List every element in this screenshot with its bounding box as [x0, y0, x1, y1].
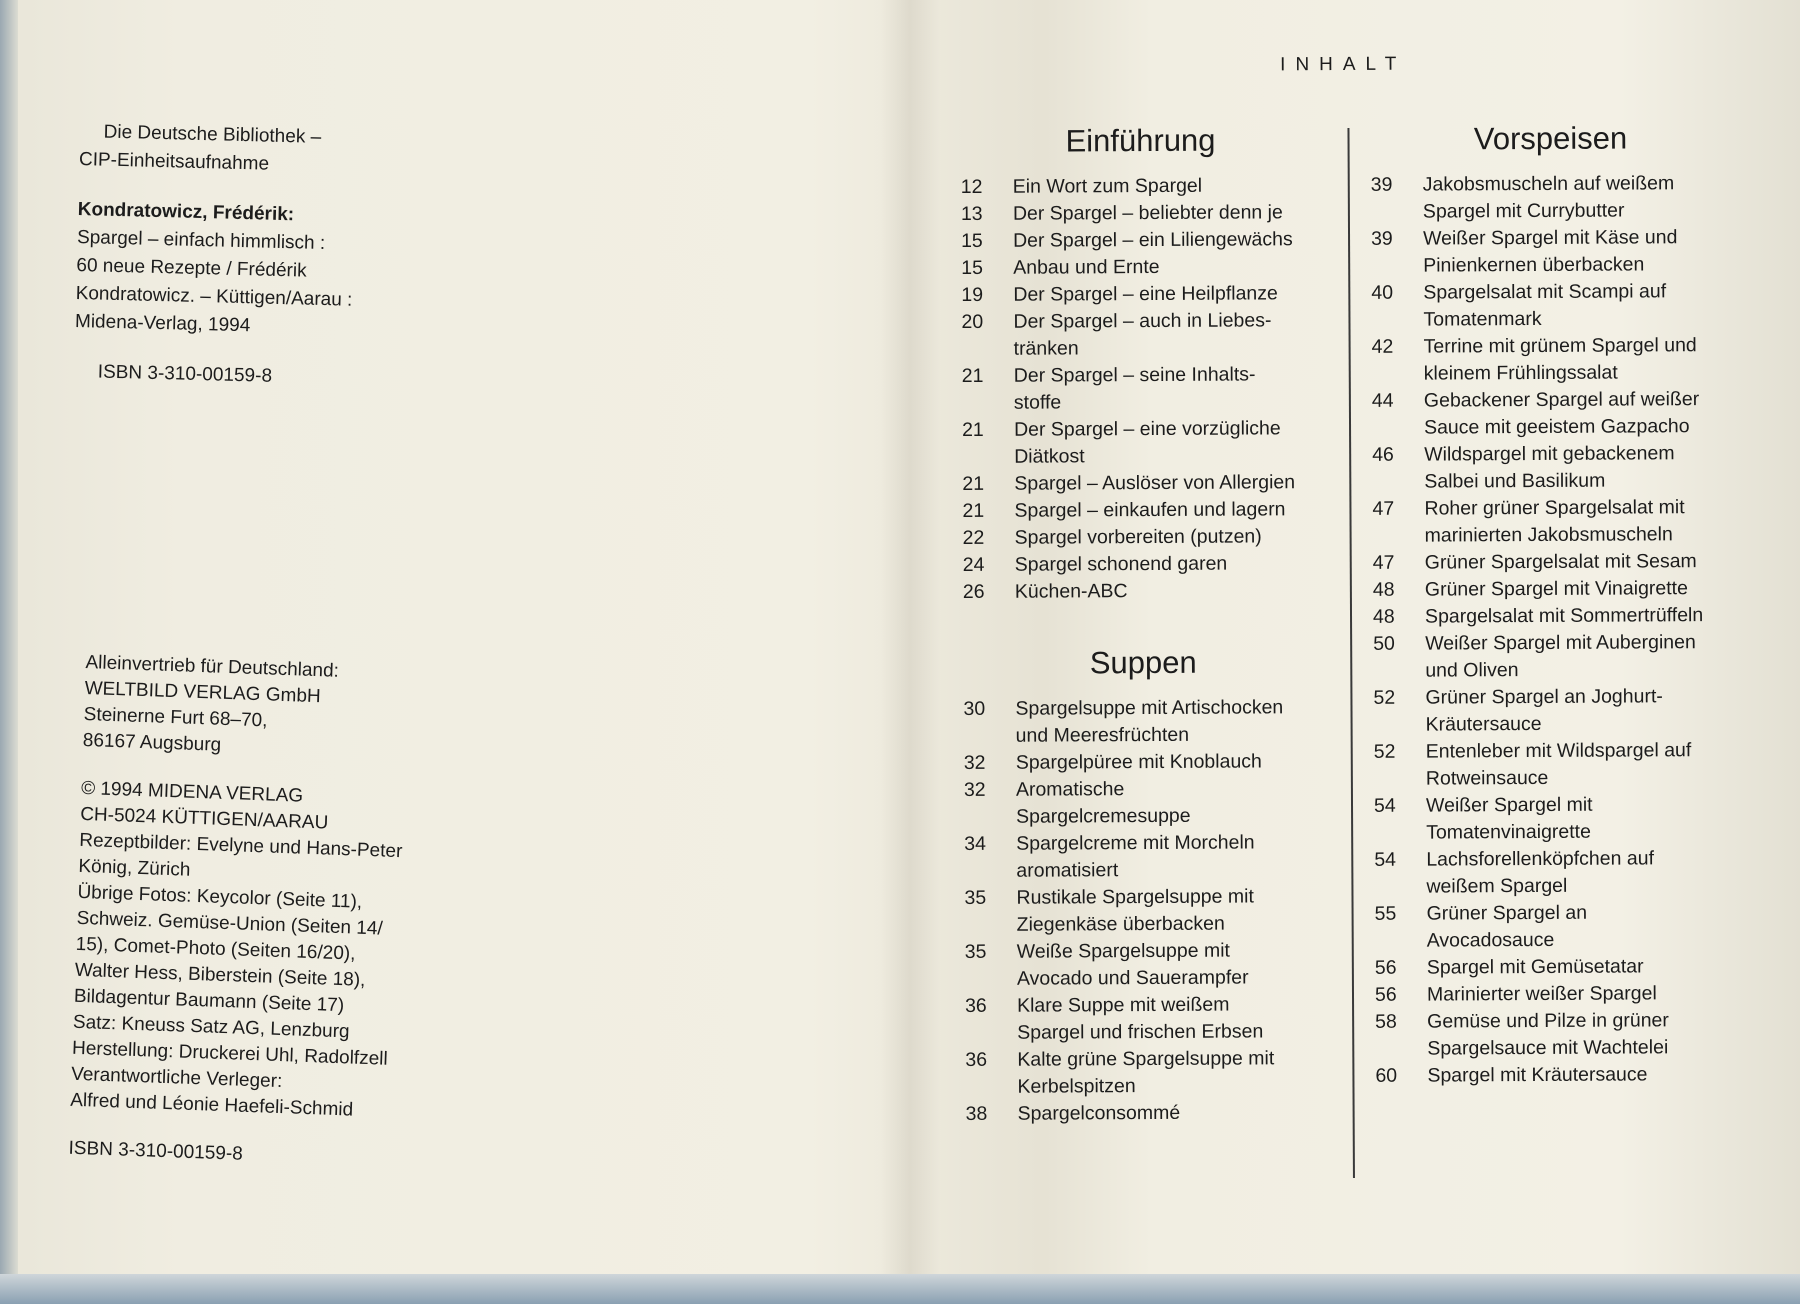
- entry-title: Weiße Spargelsuppe mit Avocado und Sauerampfer: [1016, 939, 1249, 990]
- toc-entry: [962, 496, 1322, 525]
- distribution-block: [82, 650, 505, 769]
- cip-block: [79, 118, 500, 184]
- cip-line: Die Deutsche Bibliothek –: [103, 121, 322, 148]
- imprint-block: [73, 118, 499, 396]
- table-of-contents: [960, 36, 1726, 1210]
- entry-title: Aromatische Spargelcremesuppe: [1015, 778, 1191, 828]
- entry-title: Spargel schonend garen: [1014, 552, 1228, 576]
- entry-title: Ein Wort zum Spargel: [1012, 174, 1203, 198]
- entry-title: Spargel mit Gemüsetatar: [1426, 955, 1644, 979]
- page-number: 39: [1370, 227, 1393, 250]
- page-number: 48: [1372, 605, 1395, 628]
- entry-title: Grüner Spargelsalat mit Sesam: [1424, 550, 1697, 574]
- background-surface: [0, 1274, 1800, 1304]
- entry-title: Der Spargel – auch in Liebes- tränken: [1013, 309, 1272, 360]
- entry-title: Lachsforellenköpfchen auf weißem Spargel: [1426, 847, 1655, 898]
- entry-title: Marinierter weißer Spargel: [1426, 982, 1657, 1006]
- entry-title: Spargel – Auslöser von Allergien: [1014, 471, 1296, 495]
- entry-title: Klare Suppe mit weißem Spargel und frischen Erbsen: [1016, 993, 1264, 1044]
- entry-title: Jakobsmuscheln auf weißem Spargel mit Currybutter: [1422, 172, 1675, 223]
- entry-title: Weißer Spargel mit Käse und Pinienkernen überbacken: [1422, 226, 1678, 277]
- entry-title: Roher grüner Spargelsalat mit marinierten Jakobsmuscheln: [1424, 496, 1685, 547]
- toc-entry: [1372, 440, 1732, 496]
- page-number: 39: [1370, 173, 1393, 196]
- page-number: 58: [1375, 1010, 1397, 1033]
- page-number: 47: [1372, 551, 1395, 574]
- entry-title: Anbau und Ernte: [1013, 255, 1160, 279]
- entry-title: Grüner Spargel mit Vinaigrette: [1424, 577, 1688, 601]
- contents-column-left: [960, 122, 1325, 1128]
- credit-line: © 1994 MIDENA VERLAG: [80, 777, 304, 807]
- page-number: 21: [962, 499, 985, 522]
- toc-entry: [962, 415, 1322, 471]
- page-number: 21: [961, 364, 984, 387]
- author-name: Kondratowicz, Frédérik:: [77, 198, 295, 226]
- toc-entry: [962, 469, 1322, 498]
- page-number: 13: [960, 202, 983, 225]
- entry-title: Spargel mit Kräutersauce: [1427, 1063, 1648, 1087]
- entry-title: Spargelsalat mit Scampi auf Tomatenmark: [1423, 280, 1667, 331]
- entry-title: Küchen-ABC: [1014, 580, 1128, 603]
- page-number: 50: [1373, 632, 1395, 655]
- credit-line: Übrige Fotos: Keycolor (Seite 11),: [77, 881, 363, 913]
- entry-title: Terrine mit grünem Spargel und kleinem Frühlingssalat: [1423, 334, 1697, 385]
- page-number: 38: [965, 1102, 988, 1125]
- credit-line: Rezeptbilder: Evelyne und Hans-Peter: [78, 829, 403, 863]
- page-number: 60: [1375, 1064, 1398, 1087]
- toc-entry: [965, 937, 1325, 993]
- entry-title: Spargelconsommé: [1017, 1101, 1181, 1125]
- entry-title: Weißer Spargel mit Auberginen und Oliven: [1425, 631, 1696, 682]
- toc-entry: [1375, 899, 1735, 955]
- page-number: 34: [964, 832, 986, 855]
- biblio-line: Midena-Verlag, 1994: [74, 310, 251, 337]
- distribution-line: 86167 Augsburg: [82, 729, 222, 756]
- biblio-line: Spargel – einfach himmlisch :: [76, 226, 326, 255]
- section-title: Suppen: [1089, 644, 1197, 681]
- page-number: 26: [962, 580, 985, 603]
- entry-title: Der Spargel – seine Inhalts- stoffe: [1013, 363, 1256, 414]
- entry-title: Kalte grüne Spargelsuppe mit Kerbelspitzen: [1017, 1047, 1275, 1098]
- toc-entry: [961, 199, 1321, 228]
- toc-entry: [1374, 737, 1734, 793]
- credit-line: Verantwortliche Verleger:: [70, 1063, 283, 1093]
- page-number: 35: [964, 886, 987, 909]
- page-number: 46: [1372, 443, 1394, 466]
- toc-entry: [1373, 602, 1733, 631]
- page-number: 19: [961, 283, 984, 306]
- entry-title: Der Spargel – eine Heilpflanze: [1013, 282, 1278, 306]
- distribution-line: Steinerne Furt 68–70,: [83, 703, 268, 732]
- publisher-block: [68, 650, 506, 1176]
- toc-entry: [1374, 791, 1734, 847]
- credit-line: Alfred und Léonie Haefeli-Schmid: [69, 1089, 354, 1121]
- page-number: 47: [1372, 497, 1395, 520]
- biblio-line: Kondratowicz. – Küttigen/Aarau :: [75, 282, 353, 311]
- page-number: 48: [1372, 578, 1395, 601]
- toc-entry: [1375, 1007, 1735, 1063]
- toc-entry: [962, 361, 1322, 417]
- page-number: 22: [962, 526, 985, 549]
- distribution-line: Alleinvertrieb für Deutschland:: [85, 651, 340, 682]
- toc-entry: [1373, 548, 1733, 577]
- entry-title: Spargel – einkaufen und lagern: [1014, 498, 1286, 522]
- toc-entry: [961, 253, 1321, 282]
- cip-line: CIP-Einheitsaufnahme: [78, 148, 270, 175]
- credit-line: Satz: Kneuss Satz AG, Lenzburg: [72, 1011, 350, 1043]
- toc-entry: [1371, 224, 1731, 280]
- page-number: 20: [961, 310, 984, 333]
- bibliographic-record: [75, 196, 498, 346]
- entry-title: Gemüse und Pilze in grüner Spargelsauce mit Wachtelei: [1427, 1009, 1669, 1060]
- contents-column-right: [1370, 120, 1735, 1090]
- biblio-line: 60 neue Rezepte / Frédérik: [76, 254, 307, 282]
- toc-entry: [963, 550, 1323, 579]
- toc-entry: [963, 694, 1323, 750]
- page-edge: [0, 0, 18, 1304]
- page-number: 36: [965, 1048, 988, 1071]
- toc-entry: [966, 1099, 1326, 1128]
- page-number: 44: [1371, 389, 1394, 412]
- entry-title: Spargelsuppe mit Artischocken und Meeresfrüchten: [1015, 696, 1284, 747]
- isbn-bottom: ISBN 3-310-00159-8: [68, 1137, 244, 1165]
- entry-title: Der Spargel – beliebter denn je: [1012, 201, 1283, 225]
- toc-entry: [963, 577, 1323, 606]
- page-number: 12: [960, 175, 983, 198]
- credit-line: König, Zürich: [78, 855, 191, 881]
- distribution-line: WELTBILD VERLAG GmbH: [84, 677, 322, 708]
- entry-title: Rustikale Spargelsuppe mit Ziegenkäse überbacken: [1016, 885, 1254, 936]
- toc-entry: [1373, 629, 1733, 685]
- page-number: 21: [962, 472, 985, 495]
- page-number: 42: [1371, 335, 1394, 358]
- credit-line: 15), Comet-Photo (Seiten 16/20),: [75, 933, 356, 965]
- page-number: 32: [963, 751, 986, 774]
- entry-title: Weißer Spargel mit Tomatenvinaigrette: [1425, 793, 1593, 844]
- page-number: 15: [960, 229, 983, 252]
- toc-entry: [1372, 494, 1732, 550]
- page-number: 52: [1373, 686, 1396, 709]
- page-number: 52: [1373, 740, 1396, 763]
- entry-title: Spargelpüree mit Knoblauch: [1015, 750, 1262, 774]
- toc-entry: [964, 829, 1324, 885]
- column-divider: [1347, 128, 1354, 1178]
- page-number: 56: [1374, 956, 1397, 979]
- toc-entry: [1373, 683, 1733, 739]
- toc-entry: [961, 226, 1321, 255]
- credit-line: Bildagentur Baumann (Seite 17): [73, 985, 345, 1017]
- toc-entry: [1371, 170, 1731, 226]
- page-number: 40: [1371, 281, 1394, 304]
- contents-heading: INHALT: [1280, 53, 1407, 76]
- credit-line: Herstellung: Druckerei Uhl, Radolfzell: [71, 1037, 389, 1070]
- page-number: 54: [1373, 794, 1396, 817]
- entry-title: Wildspargel mit gebackenem Salbei und Basilikum: [1424, 442, 1675, 493]
- toc-entry: [1372, 386, 1732, 442]
- toc-entry: [961, 280, 1321, 309]
- credit-line: Walter Hess, Biberstein (Seite 18),: [74, 959, 366, 991]
- entry-title: Der Spargel – ein Liliengewächs: [1012, 228, 1293, 252]
- toc-entry: [1374, 845, 1734, 901]
- toc-entry: [965, 991, 1325, 1047]
- toc-entry: [964, 775, 1324, 831]
- entry-title: Entenleber mit Wildspargel auf Rotweinsauce: [1425, 739, 1692, 790]
- page-number: 15: [961, 256, 983, 279]
- toc-entry: [964, 748, 1324, 777]
- section-title: Vorspeisen: [1473, 120, 1628, 157]
- entry-title: Spargel vorbereiten (putzen): [1014, 525, 1262, 549]
- entry-title: Grüner Spargel an Avocadosauce: [1426, 901, 1588, 952]
- page-number: 55: [1374, 902, 1397, 925]
- toc-entry: [961, 172, 1321, 201]
- page-number: 24: [962, 553, 985, 576]
- toc-entry: [1372, 332, 1732, 388]
- toc-entry: [963, 523, 1323, 552]
- entry-title: Grüner Spargel an Joghurt- Kräutersauce: [1425, 685, 1663, 736]
- entry-title: Spargelsalat mit Sommertrüffeln: [1424, 604, 1704, 628]
- toc-entry: [1375, 980, 1735, 1009]
- page-number: 30: [963, 697, 986, 720]
- page-number: 35: [964, 940, 987, 963]
- page-number: 36: [965, 994, 987, 1017]
- entry-title: Der Spargel – eine vorzügliche Diätkost: [1013, 417, 1281, 468]
- toc-entry: [1373, 575, 1733, 604]
- toc-entry: [965, 1045, 1325, 1101]
- isbn-top: ISBN 3-310-00159-8: [97, 361, 273, 387]
- toc-entry: [1375, 953, 1735, 982]
- section-title: Einführung: [1065, 122, 1216, 159]
- credit-line: Schweiz. Gemüse-Union (Seiten 14/: [76, 907, 384, 940]
- entry-title: Gebackener Spargel auf weißer Sauce mit geeistem Gazpacho: [1423, 388, 1700, 439]
- toc-entry: [1375, 1061, 1735, 1090]
- page-number: 32: [963, 778, 986, 801]
- credits-block: [70, 776, 502, 1128]
- page-number: 21: [961, 418, 984, 441]
- toc-entry: [961, 307, 1321, 363]
- page-number: 56: [1374, 983, 1397, 1006]
- toc-entry: [964, 883, 1324, 939]
- entry-title: Spargelcreme mit Morcheln aromatisiert: [1016, 831, 1255, 882]
- credit-line: CH-5024 KÜTTIGEN/AARAU: [79, 803, 329, 834]
- toc-entry: [1371, 278, 1731, 334]
- book-gutter: [880, 0, 940, 1304]
- page-number: 54: [1374, 848, 1397, 871]
